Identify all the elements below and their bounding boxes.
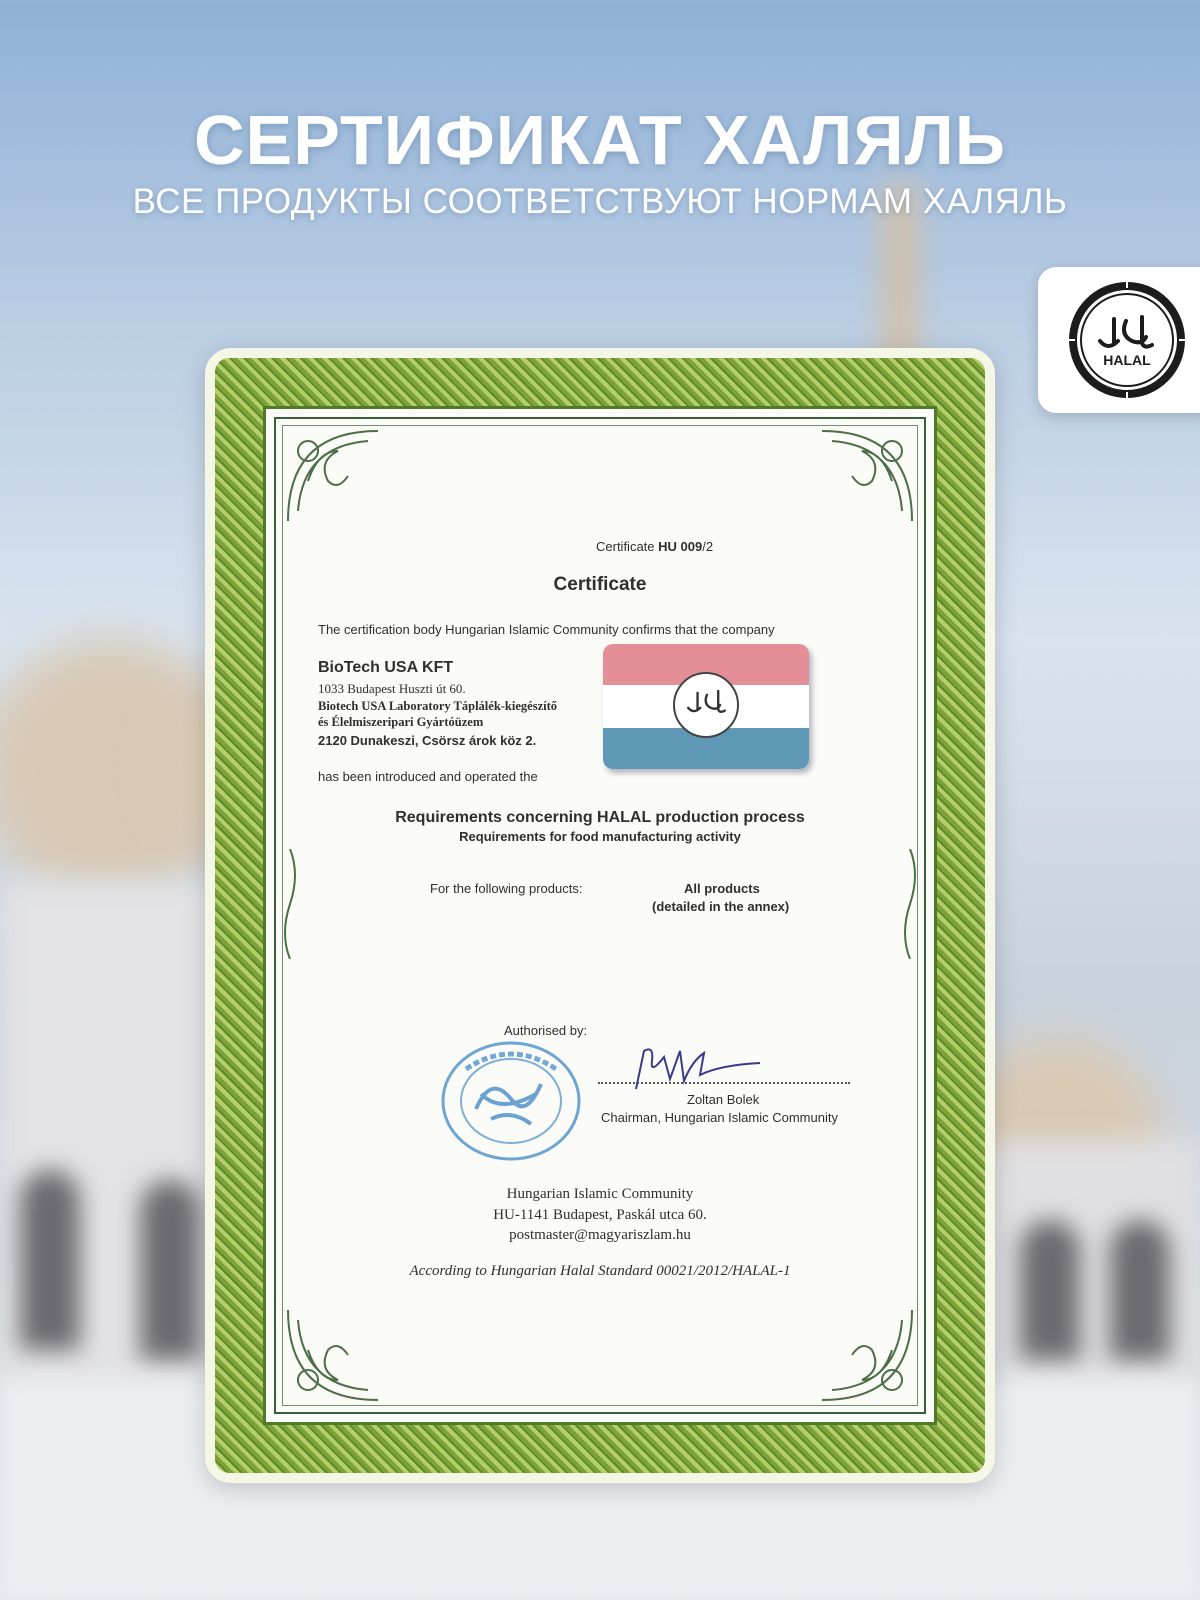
plant-name-line1: Biotech USA Laboratory Táplálék-kiegészítő [318,699,558,713]
halal-badge [1038,267,1200,413]
standard-reference: According to Hungarian Halal Standard 00021/2012/HALAL-1 [409,1263,791,1279]
certificate-title: Certificate [553,574,647,595]
introduced-text: has been introduced and operated the [318,769,538,784]
banner-title: СЕРТИФИКАТ ХАЛЯЛЬ [193,101,1007,179]
products-annex-note: (detailed in the annex) [652,899,790,914]
handwritten-signature [626,1037,786,1097]
products-value: All products [684,881,760,896]
requirements-subtitle: Requirements for food manufacturing activity [459,829,741,844]
issuer-email: postmaster@magyariszlam.hu [509,1227,691,1243]
authorised-label: Authorised by: [504,1023,588,1038]
company-name: BioTech USA KFT [318,659,454,676]
halal-logo-icon [1066,279,1188,401]
requirements-title: Requirements concerning HALAL production process [395,809,805,826]
issuer-address: HU-1141 Budapest, Paskál utca 60. [493,1207,707,1223]
badge-label: HALAL [1103,352,1151,368]
official-stamp [436,1039,586,1164]
plant-name-line2: és Élelmiszeripari Gyártóüzem [318,715,484,729]
issuer-name: Hungarian Islamic Community [506,1186,694,1202]
certificate-number: Certificate HU 009/2 [596,539,714,554]
certificate-intro: The certification body Hungarian Islamic Community confirms that the company [318,622,775,637]
products-label: For the following products: [430,881,583,896]
signer-name: Zoltan Bolek [687,1092,760,1107]
certificate-page [263,406,937,1425]
halal-seal-icon [673,672,739,738]
company-address: 1033 Budapest Huszti út 60. [318,681,466,696]
certificate-card [205,348,995,1483]
signer-role: Chairman, Hungarian Islamic Community [601,1110,838,1125]
halal-flag-image [603,644,809,769]
banner-subtitle: ВСЕ ПРОДУКТЫ СООТВЕТСТВУЮТ НОРМАМ ХАЛЯЛЬ [132,182,1068,221]
plant-address: 2120 Dunakeszi, Csörsz árok köz 2. [318,733,537,748]
